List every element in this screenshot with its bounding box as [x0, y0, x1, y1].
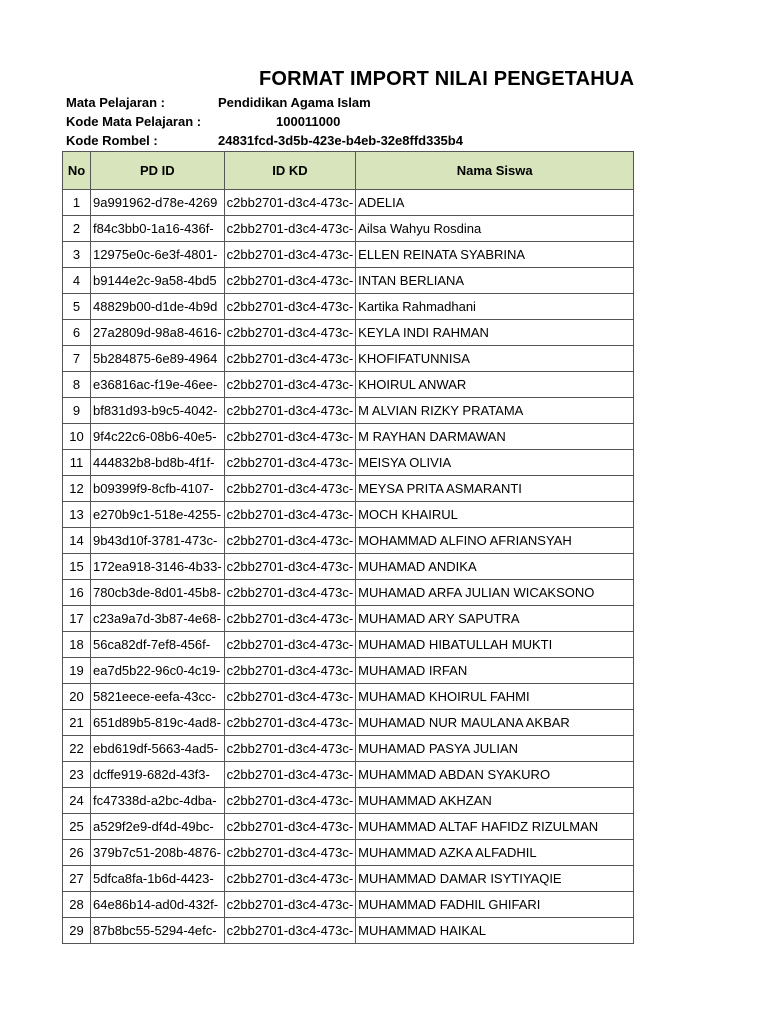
cell-pd-id[interactable]: 56ca82df-7ef8-456f-	[91, 632, 225, 658]
cell-no[interactable]: 8	[63, 372, 91, 398]
table-row	[63, 684, 634, 710]
cell-nama-siswa[interactable]: INTAN BERLIANA	[356, 268, 634, 294]
cell-id-kd[interactable]: c2bb2701-d3c4-473c-	[224, 554, 355, 580]
cell-pd-id[interactable]: 9b43d10f-3781-473c-	[91, 528, 225, 554]
cell-nama-siswa[interactable]: M RAYHAN DARMAWAN	[356, 424, 634, 450]
cell-no[interactable]: 5	[63, 294, 91, 320]
table-row	[63, 788, 634, 814]
cell-pd-id[interactable]: 172ea918-3146-4b33-	[91, 554, 225, 580]
cell-nama-siswa[interactable]: MUHAMAD ARFA JULIAN WICAKSONO	[356, 580, 634, 606]
cell-nama-siswa[interactable]: MEYSA PRITA ASMARANTI	[356, 476, 634, 502]
kode-mapel-value: 100011000	[276, 114, 341, 129]
cell-id-kd[interactable]: c2bb2701-d3c4-473c-	[224, 346, 355, 372]
cell-no[interactable]: 3	[63, 242, 91, 268]
cell-id-kd[interactable]: c2bb2701-d3c4-473c-	[224, 814, 355, 840]
mata-pelajaran-label: Mata Pelajaran :	[66, 95, 165, 110]
table-row	[63, 762, 634, 788]
cell-id-kd[interactable]: c2bb2701-d3c4-473c-	[224, 320, 355, 346]
cell-no[interactable]: 4	[63, 268, 91, 294]
cell-id-kd[interactable]: c2bb2701-d3c4-473c-	[224, 736, 355, 762]
table-row	[63, 918, 634, 944]
cell-nama-siswa[interactable]: MUHAMMAD ABDAN SYAKURO	[356, 762, 634, 788]
cell-nama-siswa[interactable]: MUHAMMAD AKHZAN	[356, 788, 634, 814]
cell-id-kd[interactable]: c2bb2701-d3c4-473c-	[224, 606, 355, 632]
table-row	[63, 892, 634, 918]
document-title-band	[0, 66, 768, 96]
cell-pd-id[interactable]: 5b284875-6e89-4964	[91, 346, 225, 372]
cell-id-kd[interactable]: c2bb2701-d3c4-473c-	[224, 216, 355, 242]
header-id-kd: ID KD	[224, 152, 355, 190]
cell-id-kd[interactable]: c2bb2701-d3c4-473c-	[224, 502, 355, 528]
cell-id-kd[interactable]: c2bb2701-d3c4-473c-	[224, 190, 355, 216]
cell-id-kd[interactable]: c2bb2701-d3c4-473c-	[224, 684, 355, 710]
cell-pd-id[interactable]: fc47338d-a2bc-4dba-	[91, 788, 225, 814]
table-row	[63, 580, 634, 606]
cell-pd-id[interactable]: a529f2e9-df4d-49bc-	[91, 814, 225, 840]
cell-nama-siswa[interactable]: MUHAMAD ANDIKA	[356, 554, 634, 580]
cell-no[interactable]: 7	[63, 346, 91, 372]
cell-pd-id[interactable]: 379b7c51-208b-4876-	[91, 840, 225, 866]
cell-nama-siswa[interactable]: MUHAMAD PASYA JULIAN	[356, 736, 634, 762]
cell-pd-id[interactable]: 444832b8-bd8b-4f1f-	[91, 450, 225, 476]
cell-id-kd[interactable]: c2bb2701-d3c4-473c-	[224, 476, 355, 502]
cell-id-kd[interactable]: c2bb2701-d3c4-473c-	[224, 710, 355, 736]
table-row	[63, 710, 634, 736]
cell-id-kd[interactable]: c2bb2701-d3c4-473c-	[224, 658, 355, 684]
cell-no[interactable]: 12	[63, 476, 91, 502]
cell-no[interactable]: 23	[63, 762, 91, 788]
cell-no[interactable]: 14	[63, 528, 91, 554]
cell-nama-siswa[interactable]: MUHAMAD KHOIRUL FAHMI	[356, 684, 634, 710]
table-row	[63, 268, 634, 294]
cell-id-kd[interactable]: c2bb2701-d3c4-473c-	[224, 450, 355, 476]
cell-no[interactable]: 6	[63, 320, 91, 346]
cell-pd-id[interactable]: 9f4c22c6-08b6-40e5-	[91, 424, 225, 450]
cell-pd-id[interactable]: ebd619df-5663-4ad5-	[91, 736, 225, 762]
cell-pd-id[interactable]: 48829b00-d1de-4b9d	[91, 294, 225, 320]
table-row	[63, 450, 634, 476]
cell-nama-siswa[interactable]: MUHAMMAD AZKA ALFADHIL	[356, 840, 634, 866]
cell-pd-id[interactable]: ea7d5b22-96c0-4c19-	[91, 658, 225, 684]
cell-nama-siswa[interactable]: MUHAMMAD DAMAR ISYTIYAQIE	[356, 866, 634, 892]
cell-pd-id[interactable]: dcffe919-682d-43f3-	[91, 762, 225, 788]
table-row	[63, 502, 634, 528]
cell-no[interactable]: 11	[63, 450, 91, 476]
table-row	[63, 554, 634, 580]
table-row	[63, 216, 634, 242]
table-row	[63, 398, 634, 424]
cell-nama-siswa[interactable]: MUHAMAD IRFAN	[356, 658, 634, 684]
cell-no[interactable]: 20	[63, 684, 91, 710]
cell-no[interactable]: 28	[63, 892, 91, 918]
cell-nama-siswa[interactable]: M ALVIAN RIZKY PRATAMA	[356, 398, 634, 424]
cell-pd-id[interactable]: e36816ac-f19e-46ee-	[91, 372, 225, 398]
cell-nama-siswa[interactable]: MUHAMAD ARY SAPUTRA	[356, 606, 634, 632]
table-body	[63, 190, 634, 944]
kode-rombel-value: 24831fcd-3d5b-423e-b4eb-32e8ffd335b4	[218, 133, 463, 148]
table-row	[63, 476, 634, 502]
cell-no[interactable]: 17	[63, 606, 91, 632]
cell-id-kd[interactable]: c2bb2701-d3c4-473c-	[224, 632, 355, 658]
table-row	[63, 242, 634, 268]
cell-id-kd[interactable]: c2bb2701-d3c4-473c-	[224, 528, 355, 554]
cell-nama-siswa[interactable]: MUHAMMAD FADHIL GHIFARI	[356, 892, 634, 918]
table-header-row	[63, 152, 634, 190]
cell-no[interactable]: 27	[63, 866, 91, 892]
table-row	[63, 424, 634, 450]
cell-pd-id[interactable]: 651d89b5-819c-4ad8-	[91, 710, 225, 736]
cell-id-kd[interactable]: c2bb2701-d3c4-473c-	[224, 788, 355, 814]
cell-no[interactable]: 2	[63, 216, 91, 242]
cell-nama-siswa[interactable]: KEYLA INDI RAHMAN	[356, 320, 634, 346]
cell-no[interactable]: 29	[63, 918, 91, 944]
cell-id-kd[interactable]: c2bb2701-d3c4-473c-	[224, 372, 355, 398]
cell-id-kd[interactable]: c2bb2701-d3c4-473c-	[224, 840, 355, 866]
header-no: No	[63, 152, 91, 190]
cell-pd-id[interactable]: 87b8bc55-5294-4efc-	[91, 918, 225, 944]
table-row	[63, 320, 634, 346]
cell-pd-id[interactable]: 12975e0c-6e3f-4801-	[91, 242, 225, 268]
cell-no[interactable]: 26	[63, 840, 91, 866]
cell-pd-id[interactable]: e270b9c1-518e-4255-	[91, 502, 225, 528]
header-nama-siswa: Nama Siswa	[356, 152, 634, 190]
header-pd-id: PD ID	[91, 152, 225, 190]
kode-rombel-label: Kode Rombel :	[66, 133, 158, 148]
cell-pd-id[interactable]: 780cb3de-8d01-45b8-	[91, 580, 225, 606]
cell-nama-siswa[interactable]: MUHAMAD NUR MAULANA AKBAR	[356, 710, 634, 736]
table-row	[63, 346, 634, 372]
cell-pd-id[interactable]: b09399f9-8cfb-4107-	[91, 476, 225, 502]
table-row	[63, 606, 634, 632]
kode-mapel-label: Kode Mata Pelajaran :	[66, 114, 202, 129]
document-title: FORMAT IMPORT NILAI PENGETAHUA	[259, 68, 635, 90]
cell-pd-id[interactable]: 9a991962-d78e-4269	[91, 190, 225, 216]
cell-no[interactable]: 19	[63, 658, 91, 684]
table-row	[63, 632, 634, 658]
table-row	[63, 372, 634, 398]
cell-id-kd[interactable]: c2bb2701-d3c4-473c-	[224, 918, 355, 944]
table-row	[63, 528, 634, 554]
cell-nama-siswa[interactable]: MUHAMMAD ALTAF HAFIDZ RIZULMAN	[356, 814, 634, 840]
cell-no[interactable]: 25	[63, 814, 91, 840]
cell-pd-id[interactable]: c23a9a7d-3b87-4e68-	[91, 606, 225, 632]
cell-pd-id[interactable]: 5821eece-eefa-43cc-	[91, 684, 225, 710]
mata-pelajaran-value: Pendidikan Agama Islam	[218, 95, 371, 110]
cell-no[interactable]: 16	[63, 580, 91, 606]
cell-nama-siswa[interactable]: MUHAMMAD HAIKAL	[356, 918, 634, 944]
table-row	[63, 190, 634, 216]
table-row	[63, 658, 634, 684]
cell-no[interactable]: 21	[63, 710, 91, 736]
cell-no[interactable]: 24	[63, 788, 91, 814]
cell-id-kd[interactable]: c2bb2701-d3c4-473c-	[224, 242, 355, 268]
cell-id-kd[interactable]: c2bb2701-d3c4-473c-	[224, 580, 355, 606]
cell-pd-id[interactable]: 64e86b14-ad0d-432f-	[91, 892, 225, 918]
cell-nama-siswa[interactable]: MOHAMMAD ALFINO AFRIANSYAH	[356, 528, 634, 554]
cell-no[interactable]: 22	[63, 736, 91, 762]
cell-nama-siswa[interactable]: Kartika Rahmadhani	[356, 294, 634, 320]
cell-id-kd[interactable]: c2bb2701-d3c4-473c-	[224, 892, 355, 918]
table-row	[63, 736, 634, 762]
cell-id-kd[interactable]: c2bb2701-d3c4-473c-	[224, 294, 355, 320]
cell-no[interactable]: 10	[63, 424, 91, 450]
cell-pd-id[interactable]: 27a2809d-98a8-4616-	[91, 320, 225, 346]
cell-nama-siswa[interactable]: Ailsa Wahyu Rosdina	[356, 216, 634, 242]
cell-no[interactable]: 1	[63, 190, 91, 216]
cell-no[interactable]: 18	[63, 632, 91, 658]
cell-no[interactable]: 9	[63, 398, 91, 424]
cell-pd-id[interactable]: bf831d93-b9c5-4042-	[91, 398, 225, 424]
cell-id-kd[interactable]: c2bb2701-d3c4-473c-	[224, 424, 355, 450]
cell-nama-siswa[interactable]: ADELIA	[356, 190, 634, 216]
cell-id-kd[interactable]: c2bb2701-d3c4-473c-	[224, 398, 355, 424]
cell-id-kd[interactable]: c2bb2701-d3c4-473c-	[224, 866, 355, 892]
table-row	[63, 840, 634, 866]
cell-id-kd[interactable]: c2bb2701-d3c4-473c-	[224, 762, 355, 788]
cell-pd-id[interactable]: 5dfca8fa-1b6d-4423-	[91, 866, 225, 892]
cell-pd-id[interactable]: b9144e2c-9a58-4bd5	[91, 268, 225, 294]
table-row	[63, 294, 634, 320]
cell-nama-siswa[interactable]: KHOIRUL ANWAR	[356, 372, 634, 398]
cell-nama-siswa[interactable]: MUHAMAD HIBATULLAH MUKTI	[356, 632, 634, 658]
cell-no[interactable]: 15	[63, 554, 91, 580]
cell-no[interactable]: 13	[63, 502, 91, 528]
table-row	[63, 866, 634, 892]
cell-nama-siswa[interactable]: MOCH KHAIRUL	[356, 502, 634, 528]
table-row	[63, 814, 634, 840]
cell-nama-siswa[interactable]: ELLEN REINATA SYABRINA	[356, 242, 634, 268]
cell-nama-siswa[interactable]: MEISYA OLIVIA	[356, 450, 634, 476]
cell-nama-siswa[interactable]: KHOFIFATUNNISA	[356, 346, 634, 372]
student-table	[62, 151, 634, 944]
cell-pd-id[interactable]: f84c3bb0-1a16-436f-	[91, 216, 225, 242]
cell-id-kd[interactable]: c2bb2701-d3c4-473c-	[224, 268, 355, 294]
